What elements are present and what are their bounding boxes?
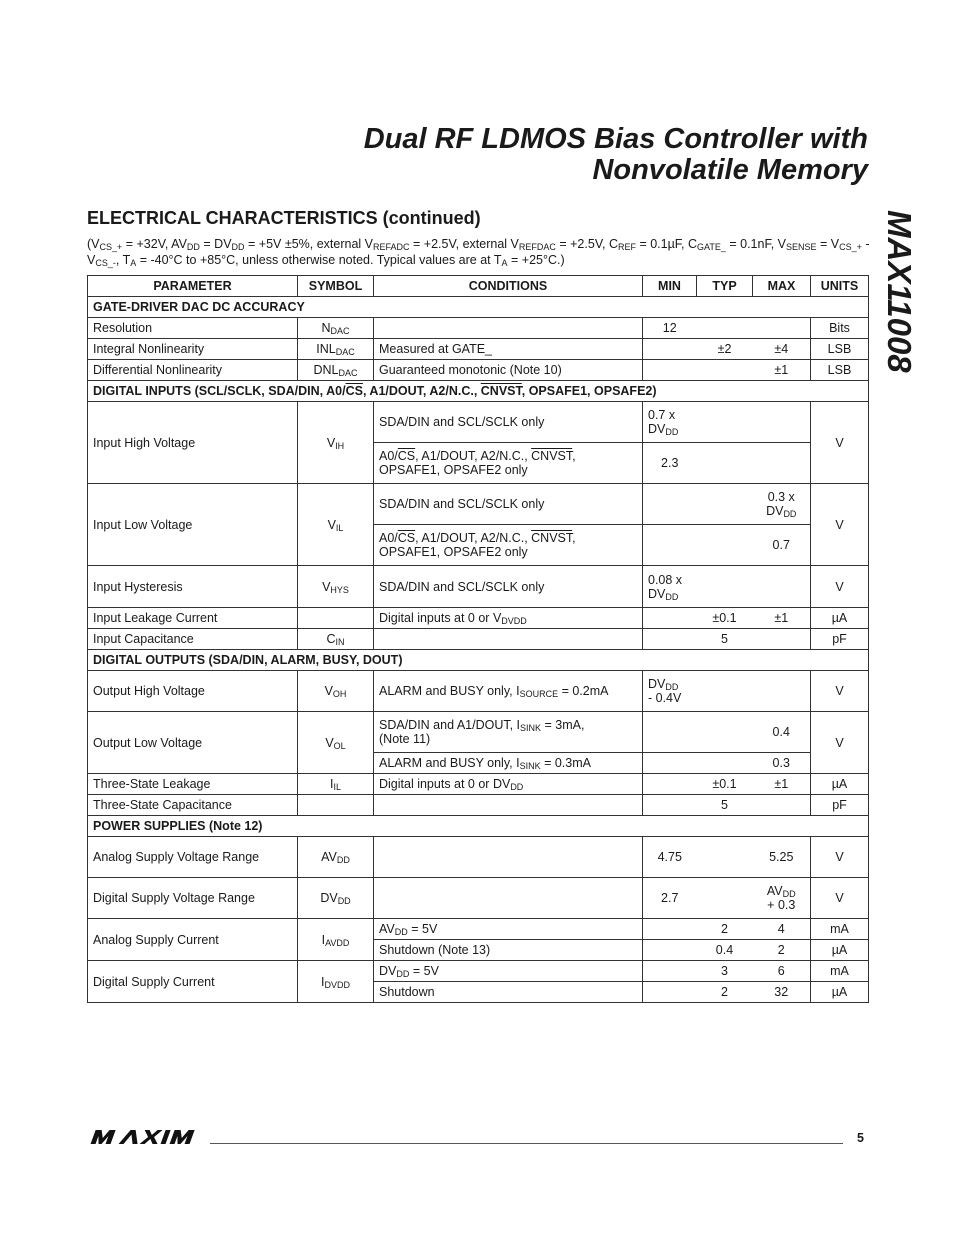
min-cell: 2.7	[643, 878, 697, 919]
max-cell: 4	[753, 919, 811, 940]
min-cell	[643, 712, 697, 753]
units-cell: Bits	[811, 318, 869, 339]
section-row	[88, 381, 869, 402]
table-row	[88, 360, 869, 381]
typ-cell	[697, 837, 753, 878]
max-cell	[753, 671, 811, 712]
min-cell: 2.3	[643, 443, 697, 484]
param-cell: Input High Voltage	[88, 402, 298, 484]
max-cell	[753, 566, 811, 608]
min-cell	[643, 795, 697, 816]
typ-cell	[697, 360, 753, 381]
section-label: DIGITAL INPUTS (SCL/SCLK, SDA/DIN, $A0/\overline{CS}$, A1/DOUT, A2/N.C., CNVST, OPSAFE1, OPSAFE2)	[88, 381, 869, 402]
units-cell: µA	[811, 940, 869, 961]
table-row	[88, 774, 869, 795]
footer-rule	[210, 1143, 843, 1144]
min-cell	[643, 484, 697, 525]
units-cell: LSB	[811, 360, 869, 381]
table-row	[88, 961, 869, 982]
units-cell: V	[811, 712, 869, 774]
typ-cell: ±2	[697, 339, 753, 360]
conditions-cell: SDA/DIN and SCL/SCLK only	[374, 402, 643, 443]
conditions-cell: $A0/\overline{CS}$, A1/DOUT, A2/N.C., CNVST, OPSAFE1, OPSAFE2 only	[374, 525, 643, 566]
param-cell: Digital Supply Current	[88, 961, 298, 1003]
min-cell	[643, 753, 697, 774]
units-cell: V	[811, 878, 869, 919]
typ-cell: 5	[697, 629, 753, 650]
min-cell	[643, 940, 697, 961]
symbol-cell: $I_{AVDD}$	[298, 919, 374, 961]
max-cell	[753, 629, 811, 650]
symbol-cell: $C_{IN}$	[298, 629, 374, 650]
conditions-cell: ALARM and BUSY only, $I_{SOURCE} = 0.2mA$	[374, 671, 643, 712]
title-line-2: Nonvolatile Memory	[592, 154, 868, 186]
symbol-cell: $I_{DVDD}$	[298, 961, 374, 1003]
header-max: MAX	[753, 276, 811, 297]
conditions-cell	[374, 878, 643, 919]
conditions-cell	[374, 318, 643, 339]
units-cell: pF	[811, 795, 869, 816]
min-cell	[643, 608, 697, 629]
table-row	[88, 484, 869, 525]
max-cell: 5.25	[753, 837, 811, 878]
test-conditions: ($V_{CS\_+} = +32V$, $AV_{DD} = DV_{DD} = +5V \pm 5\%$, external $V_{REFADC} = +2.5V$, external $V_{REFDAC} = +2.5V$, $C_{REF} = 0.1\mu F$, $C_{GATE\_} = 0.1nF$, $V_{SENSE} = V_{CS\_+} - V_{CS\_-}$, $T_A = -40^\circ C$ to +85°C, unless otherwise noted. Typical values are at $T_A = +25^\circ C$.)	[87, 237, 870, 268]
symbol-cell: $V_{IH}$	[298, 402, 374, 484]
max-cell: 0.3 x $DV_{DD}$	[753, 484, 811, 525]
conditions-cell: Digital inputs at 0 or $V_{DVDD}$	[374, 608, 643, 629]
header-typ: TYP	[697, 276, 753, 297]
max-cell: $AV_{DD}$ + 0.3	[753, 878, 811, 919]
electrical-characteristics-table	[87, 275, 869, 1003]
section-row	[88, 297, 869, 318]
units-cell: µA	[811, 608, 869, 629]
page-number: 5	[857, 1131, 864, 1145]
header-parameter: PARAMETER	[88, 276, 298, 297]
section-title: ELECTRICAL CHARACTERISTICS (continued)	[87, 208, 481, 228]
typ-cell	[697, 671, 753, 712]
symbol-cell: $INL_{DAC}$	[298, 339, 374, 360]
units-cell: V	[811, 402, 869, 484]
table-row	[88, 339, 869, 360]
conditions-cell: $DV_{DD} = 5V$	[374, 961, 643, 982]
header-min: MIN	[643, 276, 697, 297]
symbol-cell	[298, 608, 374, 629]
conditions-cell	[374, 837, 643, 878]
typ-cell: 3	[697, 961, 753, 982]
symbol-cell: $AV_{DD}$	[298, 837, 374, 878]
typ-cell	[697, 712, 753, 753]
header-symbol: SYMBOL	[298, 276, 374, 297]
min-cell	[643, 982, 697, 1003]
conditions-cell: SDA/DIN and A1/DOUT, $I_{SINK} = 3mA$, (Note 11)	[374, 712, 643, 753]
section-row	[88, 650, 869, 671]
param-cell: Input Hysteresis	[88, 566, 298, 608]
units-cell: V	[811, 671, 869, 712]
min-cell: 0.08 x $DV_{DD}$	[643, 566, 697, 608]
table-row	[88, 671, 869, 712]
max-cell: ±1	[753, 774, 811, 795]
table-row	[88, 608, 869, 629]
symbol-cell	[298, 795, 374, 816]
symbol-cell: $I_{IL}$	[298, 774, 374, 795]
param-cell: Differential Nonlinearity	[88, 360, 298, 381]
max-cell	[753, 318, 811, 339]
param-cell: Analog Supply Current	[88, 919, 298, 961]
param-cell: Three-State Leakage	[88, 774, 298, 795]
table-row	[88, 566, 869, 608]
typ-cell	[697, 318, 753, 339]
conditions-cell: $AV_{DD} = 5V$	[374, 919, 643, 940]
min-cell	[643, 919, 697, 940]
max-cell: ±1	[753, 360, 811, 381]
typ-cell	[697, 484, 753, 525]
conditions-cell	[374, 629, 643, 650]
max-cell: 2	[753, 940, 811, 961]
typ-cell: ±0.1	[697, 774, 753, 795]
symbol-cell: $DNL_{DAC}$	[298, 360, 374, 381]
max-cell	[753, 795, 811, 816]
table-row	[88, 837, 869, 878]
symbol-cell: $V_{IL}$	[298, 484, 374, 566]
max-cell: 0.4	[753, 712, 811, 753]
section-label: DIGITAL OUTPUTS (SDA/DIN, ALARM, BUSY, DOUT)	[88, 650, 869, 671]
conditions-cell: Shutdown (Note 13)	[374, 940, 643, 961]
conditions-cell: SDA/DIN and SCL/SCLK only	[374, 566, 643, 608]
max-cell: 32	[753, 982, 811, 1003]
typ-cell	[697, 402, 753, 443]
conditions-cell: $A0/\overline{CS}$, A1/DOUT, A2/N.C., CNVST, OPSAFE1, OPSAFE2 only	[374, 443, 643, 484]
table-row	[88, 712, 869, 753]
max-cell: 0.3	[753, 753, 811, 774]
max-cell: 6	[753, 961, 811, 982]
units-cell: LSB	[811, 339, 869, 360]
typ-cell	[697, 878, 753, 919]
min-cell: $DV_{DD}$ - 0.4V	[643, 671, 697, 712]
table-row	[88, 402, 869, 443]
units-cell: pF	[811, 629, 869, 650]
symbol-cell: $DV_{DD}$	[298, 878, 374, 919]
table-row	[88, 318, 869, 339]
symbol-cell: $N_{DAC}$	[298, 318, 374, 339]
min-cell: 0.7 x $DV_{DD}$	[643, 402, 697, 443]
min-cell	[643, 360, 697, 381]
min-cell: 4.75	[643, 837, 697, 878]
param-cell: Three-State Capacitance	[88, 795, 298, 816]
section-label: GATE-DRIVER DAC DC ACCURACY	[88, 297, 869, 318]
conditions-cell: Measured at GATE_	[374, 339, 643, 360]
table-row	[88, 919, 869, 940]
maxim-logo	[88, 1129, 198, 1150]
max-cell: 0.7	[753, 525, 811, 566]
min-cell: 12	[643, 318, 697, 339]
param-cell: Integral Nonlinearity	[88, 339, 298, 360]
typ-cell	[697, 566, 753, 608]
units-cell: V	[811, 837, 869, 878]
conditions-cell: Shutdown	[374, 982, 643, 1003]
param-cell: Output High Voltage	[88, 671, 298, 712]
conditions-cell: SDA/DIN and SCL/SCLK only	[374, 484, 643, 525]
param-cell: Analog Supply Voltage Range	[88, 837, 298, 878]
min-cell	[643, 339, 697, 360]
typ-cell	[697, 753, 753, 774]
section-row	[88, 816, 869, 837]
units-cell: mA	[811, 961, 869, 982]
conditions-cell: ALARM and BUSY only, $I_{SINK} = 0.3mA$	[374, 753, 643, 774]
min-cell	[643, 774, 697, 795]
param-cell: Digital Supply Voltage Range	[88, 878, 298, 919]
symbol-cell: $V_{OL}$	[298, 712, 374, 774]
min-cell	[643, 525, 697, 566]
section-label: POWER SUPPLIES (Note 12)	[88, 816, 869, 837]
param-cell: Input Low Voltage	[88, 484, 298, 566]
conditions-cell	[374, 795, 643, 816]
param-cell: Resolution	[88, 318, 298, 339]
document-title	[364, 124, 868, 186]
typ-cell: 0.4	[697, 940, 753, 961]
typ-cell: 2	[697, 982, 753, 1003]
symbol-cell: $V_{OH}$	[298, 671, 374, 712]
typ-cell	[697, 525, 753, 566]
conditions-cell: Guaranteed monotonic (Note 10)	[374, 360, 643, 381]
units-cell: µA	[811, 982, 869, 1003]
units-cell: µA	[811, 774, 869, 795]
param-cell: Input Leakage Current	[88, 608, 298, 629]
units-cell: mA	[811, 919, 869, 940]
max-cell: ±4	[753, 339, 811, 360]
typ-cell: ±0.1	[697, 608, 753, 629]
header-units: UNITS	[811, 276, 869, 297]
max-cell	[753, 402, 811, 443]
typ-cell: 2	[697, 919, 753, 940]
min-cell	[643, 629, 697, 650]
units-cell: V	[811, 484, 869, 566]
typ-cell	[697, 443, 753, 484]
side-part-number: MAX11008	[881, 210, 918, 373]
units-cell: V	[811, 566, 869, 608]
conditions-cell: Digital inputs at 0 or $DV_{DD}$	[374, 774, 643, 795]
max-cell	[753, 443, 811, 484]
param-cell: Input Capacitance	[88, 629, 298, 650]
max-cell: ±1	[753, 608, 811, 629]
table-row	[88, 795, 869, 816]
table-row	[88, 629, 869, 650]
header-conditions: CONDITIONS	[374, 276, 643, 297]
min-cell	[643, 961, 697, 982]
title-line-1: Dual RF LDMOS Bias Controller with	[363, 123, 868, 155]
typ-cell: 5	[697, 795, 753, 816]
param-cell: Output Low Voltage	[88, 712, 298, 774]
table-row	[88, 878, 869, 919]
table-header-row	[88, 276, 869, 297]
symbol-cell: $V_{HYS}$	[298, 566, 374, 608]
